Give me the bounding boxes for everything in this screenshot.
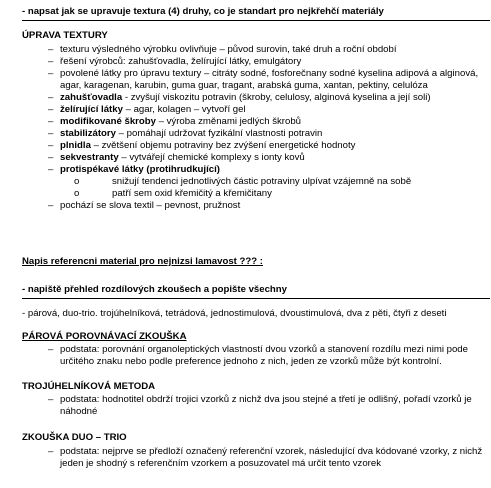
uprava-list: [22, 44, 484, 212]
section-title-parova: PÁROVÁ POROVNÁVACÍ ZKOUŠKA: [22, 331, 187, 342]
sub-list-item: o patří sem oxid křemičitý a křemičitany: [74, 187, 272, 199]
list-item: – povolené látky pro úpravu textury – citráty sodné, fosforečnany sodné kyselina adipová a alginová, agar, karagenan, karubin, guma guar, tragant, arabská guma, xantan, pektiny, celulóza: [48, 67, 479, 91]
section-title-uprava: ÚPRAVA TEXTURY: [22, 30, 108, 41]
list-item: – podstata: hodnotitel obdrží trojici vzorků z nichž dva jsou stejné a třetí je odlišný, pořadí vzorků je náhodné: [48, 394, 472, 417]
test-overview: - párová, duo-trio. trojúhelníková, tetrádová, jednostimulová, dvoustimulová, dva z pěti, čtyři z deseti: [22, 308, 447, 319]
parova-list: [22, 344, 484, 368]
section-title-trojuhelnikova: TROJÚHELNÍKOVÁ METODA: [22, 381, 156, 392]
question-2: Napis referencni material pro nejnizsi lamavost ??? :: [22, 256, 263, 267]
sub-list: [60, 176, 484, 200]
question-1: - napsat jak se upravuje textura (4) druhy, co je standart pro nejkřehčí materiály: [22, 6, 490, 21]
list-item: – texturu výsledného výrobku ovlivňuje – původ surovin, také druh a roční období: [48, 44, 397, 55]
list-item: – želírující látky – agar, kolagen – vytvoří gel: [48, 103, 246, 115]
list-item: – podstata: porovnání organoleptických vlastností dvou vzorků a stanovení rozdílu mezi nimi pode určitého znaku nebo podle preference jednoho z nich, jeden ze vzorků může být kontrolní.: [48, 344, 468, 367]
trojuhelnikova-list: [22, 394, 484, 418]
list-item: – protispékavé látky (protihrudkující) o snižují tendenci jednotlivých částic potraviny ulpívat vzájemně na sobě o patří sem oxid křemičitý a křemičitany: [22, 164, 484, 200]
question-3: - napiště přehled rozdílových zkoušech a popište všechny: [22, 284, 490, 299]
list-item: – podstata: nejprve se předloží označený referenční vzorek, následující dva kódované vzorky, z nichž jeden je shodný s referenčním vzorkem a posuzovatel má určit tento vzorek: [48, 446, 483, 469]
list-item: – pochází se slova textil – pevnost, pružnost: [48, 199, 241, 211]
duo-trio-list: [22, 446, 484, 470]
list-item: – sekvestranty – vytvářejí chemické komplexy s ionty kovů: [48, 151, 305, 163]
list-item: – zahušťovadla - zvyšují viskozitu potravin (škroby, celulosy, alginová kyselina a její soli): [48, 91, 431, 103]
section-title-duo-trio: ZKOUŠKA DUO – TRIO: [22, 432, 127, 443]
list-item: – řešení výrobců: zahušťovadla, želírující látky, emulgátory: [48, 55, 302, 67]
sub-list-item: o snižují tendenci jednotlivých částic potraviny ulpívat vzájemně na sobě: [74, 175, 412, 187]
list-item: – plnidla – zvětšení objemu potraviny bez zvýšení energetické hodnoty: [48, 139, 356, 151]
list-item: – stabilizátory – pomáhají udržovat fyzikální vlastnosti potravin: [48, 127, 323, 139]
list-item: – modifikované škroby – výroba změnami jedlých škrobů: [48, 115, 302, 127]
